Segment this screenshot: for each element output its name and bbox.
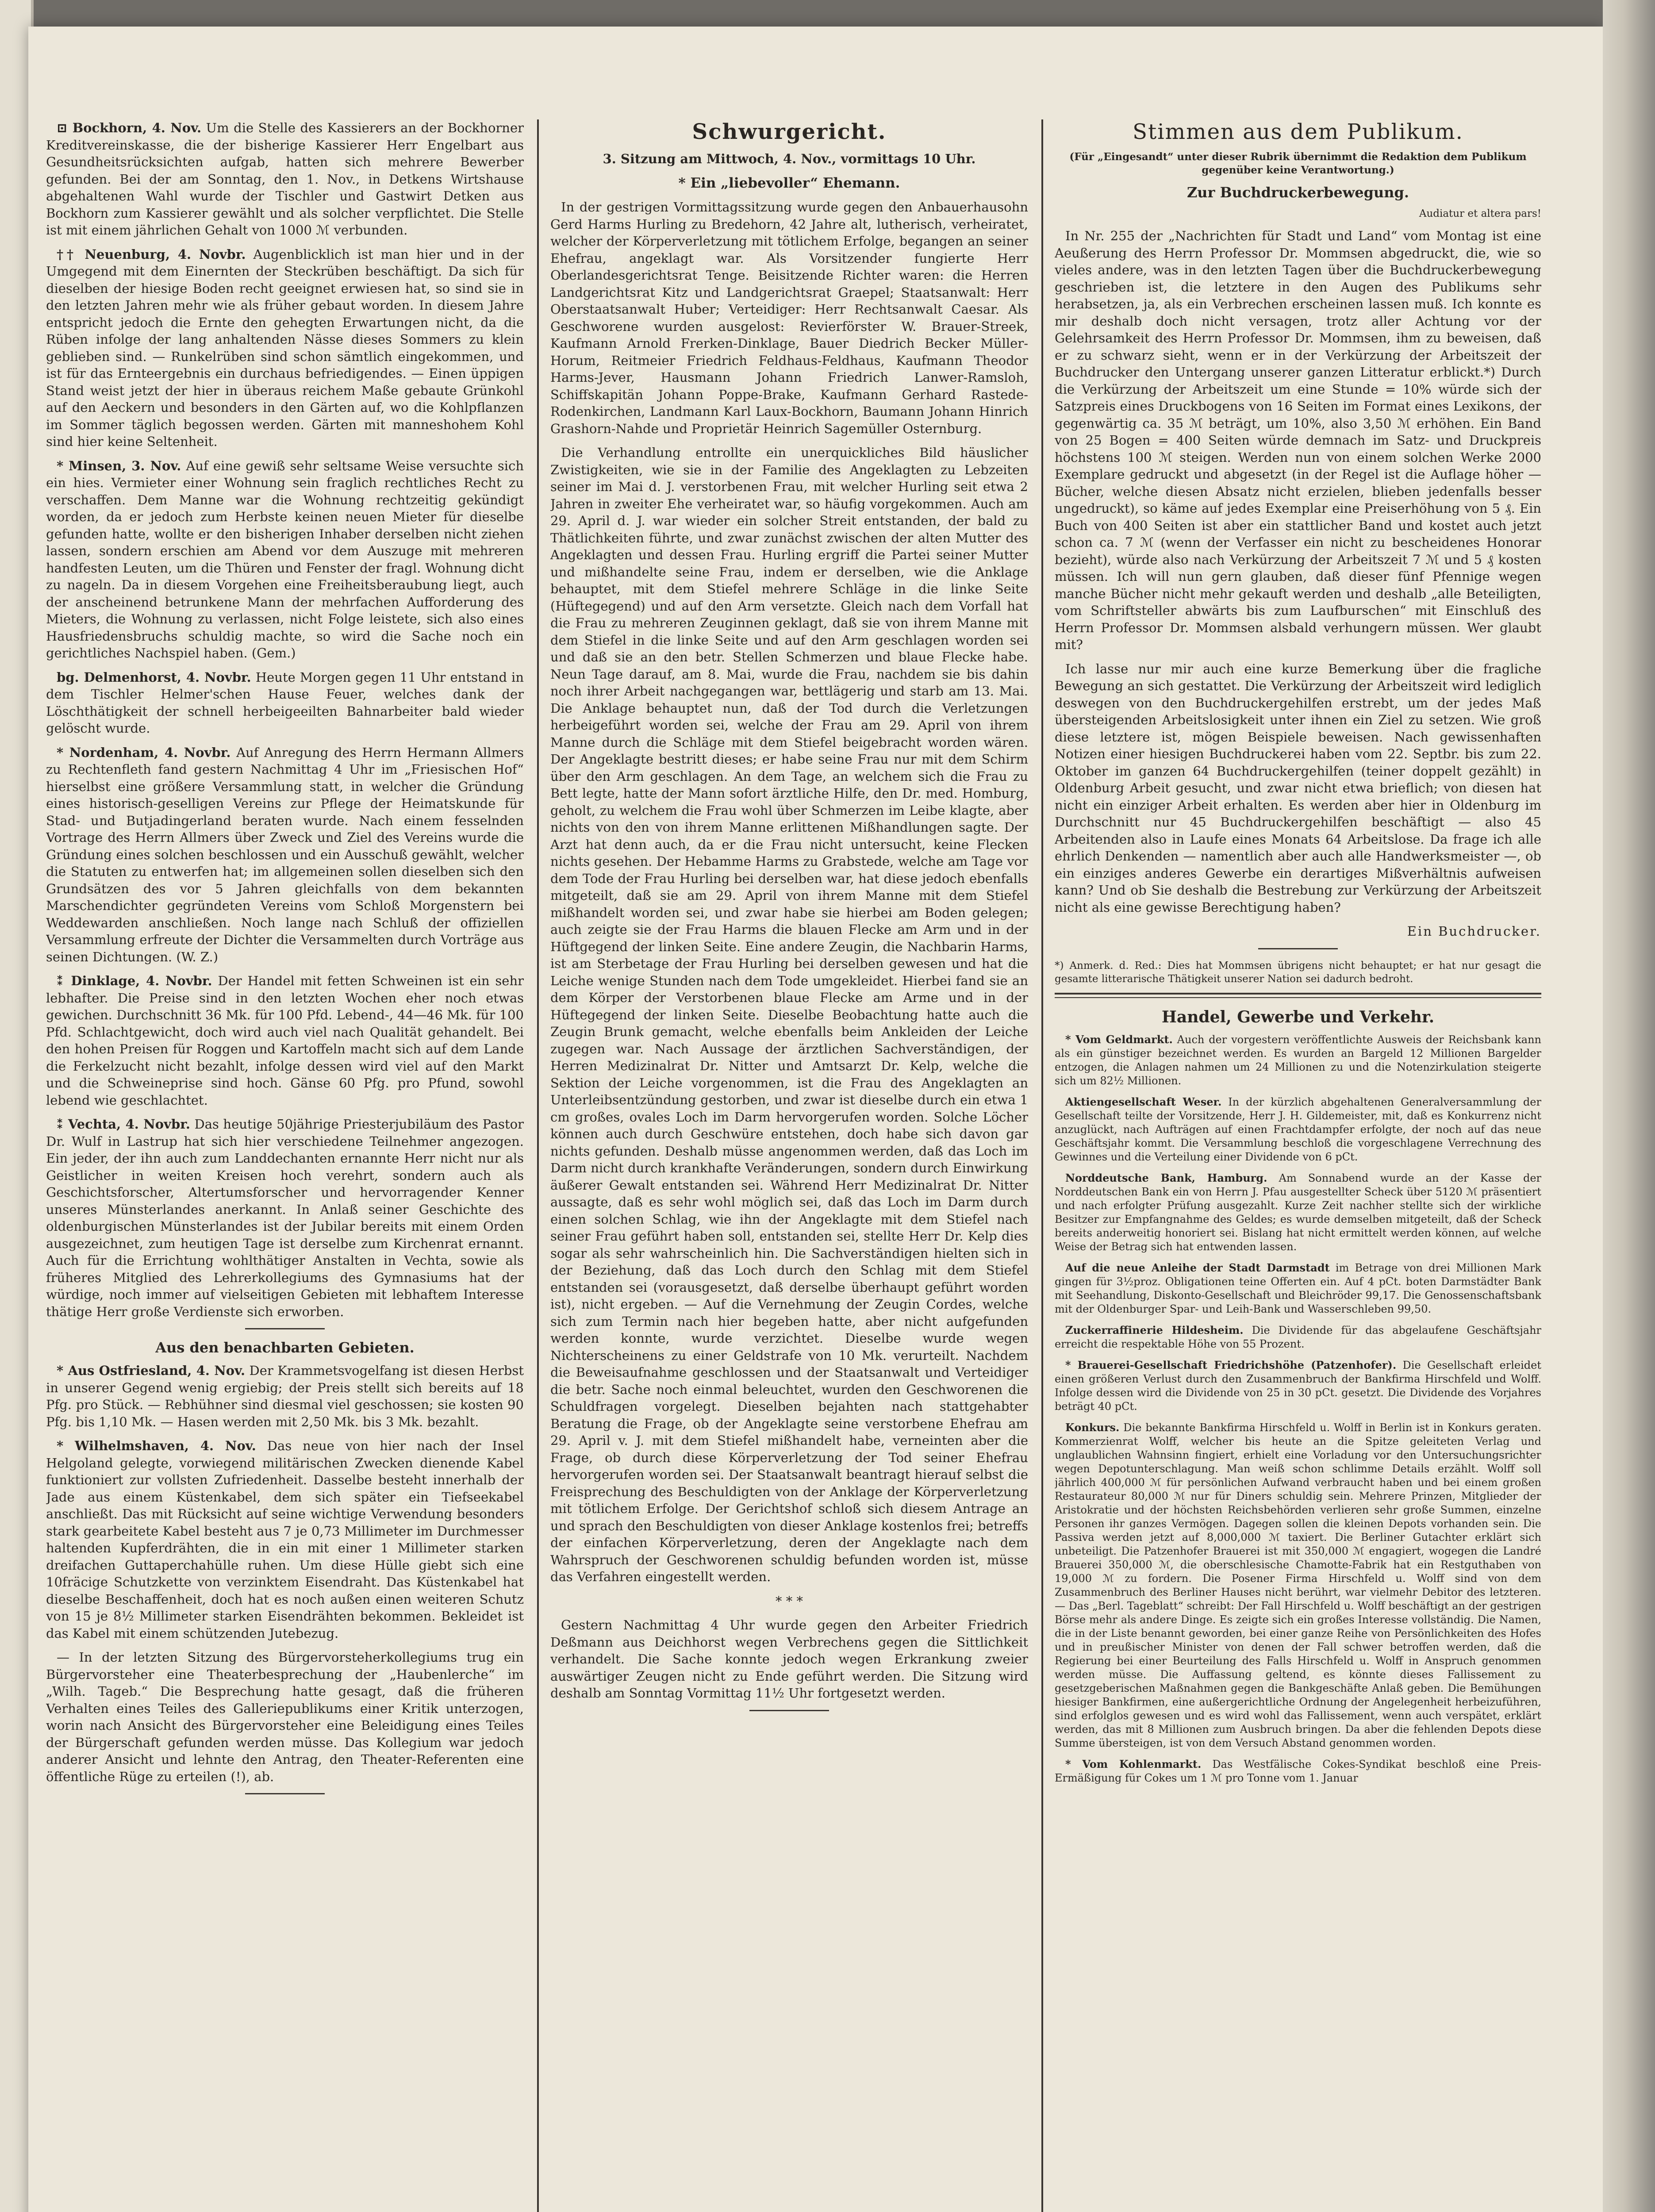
news-item xyxy=(1055,1171,1541,1254)
news-item xyxy=(46,246,524,450)
section-title-public: Stimmen aus dem Publikum. xyxy=(1133,119,1463,144)
news-item-text: — In der letzten Sitzung des Bürgervorsteherkollegiums trug ein Bürgervorsteher eine Theaterbesprechung der „Haubenlerche“ im „Wilh. Tageb.“ Die Besprechung hatte gesagt, daß die früheren Verhalten eines Teiles des Galleriepublikums einer Kritik unterzogen, worin nach Ansicht des Bürgervorsteher eine Beleidigung eines Teiles der Bürgerschaft gefunden werden müsse. Das Kollegium war jedoch anderer Ansicht und lehnte den Antrag, den Theater-Referenten eine öffentliche Rüge zu erteilen (!), ab. xyxy=(46,1650,524,1784)
separator xyxy=(245,1793,325,1794)
news-item-text: Die Dividende für das abgelaufene Geschäftsjahr erreicht die respektable Höhe von 55 Prozent. xyxy=(1055,1324,1541,1350)
signature: Ein Buchdrucker. xyxy=(1407,924,1541,939)
news-item-text: Die Gesellschaft erleidet einen größeren Verlust durch den Zusammenbruch der Bankfirma Hirschfeld und Wolff. Infolge dessen wird die Dividende von 25 in 30 pCt. gesetzt. Die Dividende des Vorjahres beträgt 40 pCt. xyxy=(1055,1359,1541,1413)
court-paragraph: Die Verhandlung entrollte ein unerquickliches Bild häuslicher Zwistigkeiten, wie sie in der Familie des Angeklagten zu Lebzeiten seiner im Mai d. J. verstorbenen Frau, mit welcher Hurling seit etwa 2 Jahren in zweiter Ehe verheiratet war, so häufig vorgekommen. Auch am 29. April d. J. war wieder ein solcher Streit entstanden, der bald zu Thätlichkeiten führte, und zwar zunächst zwischen der alten Mutter des Angeklagten und dessen Frau. Hurling ergriff die Partei seiner Mutter und mißhandelte seine Frau, indem er derselben, wie die Anklage behauptet, mit dem Stiefel mehrere Schläge in die linke Seite (Hüftegegend) und auf den Arm versetzte. Gleich nach dem Vorfall hat die Frau zu mehreren Zeuginnen geklagt, daß sie von ihrem Manne mit dem Stiefel in die linke Seite und auf den Arm geschlagen worden sei und daß sie an den betr. Stellen Schmerzen und blaue Flecke habe. Neun Tage darauf, am 8. Mai, wurde die Frau, nachdem sie bis dahin noch ihrer Arbeit nachgegangen war, bettlägerig und starb am 13. Mai. Die Anklage behauptet nun, daß der Tod durch die Verletzungen herbeigeführt worden sei, welche der Frau am 29. April von ihrem Manne durch die Schläge mit dem Stiefel beigebracht worden wären. Der Angeklagte bestritt dieses; er habe seine Frau nur mit dem Schirm über den Arm geschlagen. An dem Tage, an welchem sich die Frau zu Bett legte, hatte der Mann sofort ärztliche Hilfe, den Dr. med. Homburg, geholt, zu welchem die Frau wohl über Schmerzen im Leibe klagte, aber nichts von den von ihrem Manne erlittenen Mißhandlungen sagte. Der Arzt hat denn auch, da er die Frau nicht untersucht, keine Flecken nichts gesehen. Der Hebamme Harms zu Grabstede, welche am Tage vor dem Tode der Frau Hurling bei derselben war, hat diese jedoch ebenfalls mitgeteilt, daß sie am 29. April von ihrem Manne mit dem Stiefel mißhandelt worden sei, und zwar habe sie hierbei am Boden gelegen; auch zeigte sie der Frau Harms die blauen Flecke am Arm und in der Hüftgegend der linken Seite. Eine andere Zeugin, die Nachbarin Harms, ist am Sterbetage der Frau Hurling bei derselben gewesen und hat die Leiche wenige Stunden nach dem Tode umgekleidet. Hierbei fand sie an dem Körper der Verstorbenen blaue Flecke am Arme und in der Hüftegegend der linken Seite. Dieselbe Beobachtung hatte auch die Zeugin Brunk gemacht, welche ebenfalls beim Ankleiden der Leiche zugegen war. Nach Aussage der ärztlichen Sachverständigen, der Herren Medizinalrat Dr. Nitter und Amtsarzt Dr. Kelp, welche die Sektion der Leiche vorgenommen, ist die Frau des Angeklagten an Unterleibsentzündung gestorben, und zwar ist dieselbe durch ein etwa 1 cm großes, ovales Loch im Darm hervorgerufen worden. Solche Löcher können auch durch Geschwüre entstehen, doch habe sich davon gar nichts gefunden. Deshalb müsse angenommen werden, daß das Loch im Darm nicht durch krankhafte Veränderungen, sondern durch Einwirkung äußerer Gewalt entstanden sei. Während Herr Medizinalrat Dr. Nitter aussagte, daß es sehr wohl möglich sei, daß das Loch im Darm durch einen solchen Schlag, wie ihn der Angeklagte mit dem Stiefel nach seiner Frau geführt haben soll, entstanden sei, stellte Herr Dr. Kelp dies sogar als sehr wahrscheinlich hin. Die Sachverständigen hielten sich in der Beziehung, daß das Loch durch den Schlag mit dem Stiefel entstanden sei (vorausgesetzt, daß derselbe überhaupt geführt worden ist), nicht ergeben. — Auf die Vernehmung der Zeugin Cordes, welche sich zum Termin nach hier begeben hatte, aber nicht aufgefunden werden konnte, wurde verzichtet. Dieselbe wurde wegen Nichterscheinens zu einer Geldstrafe von 10 Mk. verurteilt. Nachdem die Beweisaufnahme geschlossen und der Staatsanwalt und Verteidiger die betr. Sache noch einmal beleuchtet, wurden den Geschworenen die Schuldfragen vorgelegt. Dieselben bejahten nach stattgehabter Beratung die Frage, ob der Angeklagte seine verstorbene Ehefrau am 29. April v. J. mit dem Stiefel mißhandelt habe, verneinten aber die Frage, ob durch diese Körperverletzung der Tod seiner Ehefrau hervorgerufen worden sei. Der Staatsanwalt beantragt hierauf selbst die Freisprechung des Beschuldigten von der Anklage der Körperverletzung mit tötlichem Erfolge. Der Gerichtshof schloß sich diesem Antrage an und sprach den Beschuldigten von dieser Anklage kostenlos frei; betreffs der einfachen Körperverletzung, deren der Angeklagte nach dem Wahrspruch der Geschworenen schuldig befunden worden ist, müsse das Verfahren eingestellt werden. xyxy=(550,445,1028,1584)
news-item xyxy=(46,1362,524,1430)
news-item-dateline: Auf die neue Anleihe der Stadt Darmstadt xyxy=(1065,1261,1330,1274)
section-title-court: Schwurgericht. xyxy=(692,119,887,144)
subsection-title: Zur Buchdruckerbewegung. xyxy=(1187,184,1409,201)
news-item xyxy=(1055,1421,1541,1750)
news-item-dateline: * Vom Kohlenmarkt. xyxy=(1065,1757,1202,1770)
news-item-text: Auf Anregung des Herrn Hermann Allmers zu Rechtenfleth fand gestern Nachmittag 4 Uhr im „Friesischen Hof“ hierselbst eine größere Versammlung statt, in welcher die Gründung eines historisch-geselligen Vereins zur Pflege der Heimatskunde für Stad- und Butjadingerland beraten wurde. Nach einem fesselnden Vortrage des Herrn Allmers über Zweck und Ziel des Vereins wurde die Gründung eines solchen beschlossen und ein Ausschuß gewählt, welcher die Statuten zu entwerfen hat; im allgemeinen sollen dieselben sich den Grundsätzen des vor 5 Jahren gleichfalls von dem bekannten Marschendichter gegründeten Vereins vom Schloß Morgenstern bei Weddewarden anschließen. Noch lange nach Schluß der offiziellen Versammlung erfreute der Dichter die Versammelten durch Vorträge aus seinen Dichtungen. (W. Z.) xyxy=(46,745,524,964)
double-rule xyxy=(1055,993,1541,998)
news-item-dateline: ⁑ Vechta, 4. Novbr. xyxy=(57,1117,190,1132)
news-item-text: Die bekannte Bankfirma Hirschfeld u. Wolff in Berlin ist in Konkurs geraten. Kommerzienrat Wolff, welcher bis heute an die Spitze geleiteten Verlag und unglaublichen Wahnsinn fingiert, erhielt eine Vorladung vor den Untersuchungsrichter wegen Depotunterschlagung. Man weiß schon schlimme Details erzählt. Wolff soll jährlich 400,000 ℳ für persönlichen Aufwand verbraucht haben und bei einem großen Restaurateur 80,000 ℳ nur für Diners schuldig sein. Mehrere Prinzen, Mitglieder der Aristokratie und der höchsten Reichsbehörden verlieren sehr große Summen, einzelne Personen ihr ganzes Vermögen. Dagegen sollen die kleinen Depots vorhanden sein. Die Passiva werden jetzt auf 8,000,000 ℳ taxiert. Die Berliner Gutachter erklärt sich unbeteiligt. Die Patzenhofer Brauerei ist mit 350,000 ℳ engagiert, wogegen die Landré Brauerei 350,000 ℳ, die oberschlesische Chamotte-Fabrik hat ein Restguthaben von 19,000 ℳ zu fordern. Die Posener Firma Hirschfeld u. Wolff sind von dem Zusammenbruch des Berliner Hauses nicht berührt, war vielmehr Debitor des letzteren. — Das „Berl. Tageblatt“ schreibt: Der Fall Hirschfeld u. Wolff beschäftigt an der gestrigen Börse mehr als andere Dinge. Es zeigte sich ein großes Interesse vollständig. Die Namen, die in der Liste benannt geworden, bei einer ganze Reihe von Persönlichkeiten des Hofes und in preußischer Minister von denen der Fall schwer betroffen werden, daß die Regierung bei einer Beurteilung des Falls Hirschfeld u. Wolff in Anspruch genommen werden müsse. Die Auffassung geltend, es könnte dieses Fallissement zu gesetzgeberischen Maßnahmen gegen die Bankgeschäfte Anlaß geben. Die Bemühungen hiesiger Bankfirmen, eine außergerichtliche Ordnung der Angelegenheit herbeizuführen, sind erfolglos gewesen und es wird wohl das Fallissement, wenn auch verspätet, erklärt werden, das mit 8 Millionen zum Ausbruch bringen. Da aber die fehlenden Depots diese Summe übersteigen, ist von dem Versuch Abstand genommen worden. xyxy=(1055,1421,1541,1749)
letter-paragraph: In Nr. 255 der „Nachrichten für Stadt und Land“ vom Montag ist eine Aeußerung des Herrn Professor Dr. Mommsen abgedruckt, die, wie so vieles andere, was in den letzten Tagen über die Buchdruckerbewegung geschrieben ist, die letztere in den Augen des Publikums sehr herabsetzen, ja, als ein Verbrechen erscheinen lassen muß. Ich konnte es mir deshalb doch nicht versagen, trotz aller Achtung vor der Gelehrsamkeit des Herrn Professor Dr. Mommsen, ihm zu beweisen, daß er zu schwarz sieht, wenn er in der Verkürzung der Arbeitszeit der Buchdrucker den Untergang unserer ganzen Litteratur erblickt.*) Durch die Verkürzung der Arbeitszeit um eine Stunde = 10% würde sich der Satzpreis eines Druckbogens von 16 Seiten im Format eines Lexikons, der gegenwärtig ca. 35 ℳ beträgt, um 10%, also 3,50 ℳ erhöhen. Ein Band von 25 Bogen = 400 Seiten würde demnach im Satz- und Druckpreis höchstens 100 ℳ steigen. Werden nun von einem solchen Werke 2000 Exemplare gedruckt und abgesetzt (in der Regel ist die Auflage höher — Bücher, welche diesen Absatz nicht erzielen, blieben jedenfalls besser ungedruckt), so käme auf jedes Exemplar eine Preiserhöhung von 5 ₰. Ein Buch von 400 Seiten ist aber ein stattlicher Band und kostet auch jetzt schon ca. 7 ℳ (wenn der Verfasser ein nicht zu bescheidenes Honorar bezieht), würde also nach Verkürzung der Arbeitszeit 7 ℳ und 5 ₰ kosten müssen. Ich will nun gern glauben, daß dieser fünf Pfennige wegen manche Bücher nicht mehr gekauft werden und deshalb „alle Beteiligten, vom Schriftsteller abwärts bis zum Laufburschen“ mit Einschluß des Herrn Professor Dr. Mommsen alsbald verhungern müssen. Wer glaubt mit? xyxy=(1055,228,1541,652)
column-local-news xyxy=(46,119,524,2212)
news-item-text: Der Handel mit fetten Schweinen ist ein sehr lebhafter. Die Preise sind in den letzten Wochen eher noch etwas gewichen. Durchschnitt 36 Mk. für 100 Pfd. Lebend-, 44—46 Mk. für 100 Pfd. Schlachtgewicht, doch wird auch viel nach Qualität gehandelt. Bei den hohen Preisen für Roggen und Kartoffeln macht sich auf dem Lande die Ferkelzucht nicht bezahlt, infolge dessen wird viel auf den Markt und die Schweineprise sind hoch. Gänse 60 Pfg. pro Pfund, sowohl lebend wie geschlachtet. xyxy=(46,973,524,1108)
news-item-text: Augenblicklich ist man hier und in der Umgegend mit dem Einernten der Steckrüben beschäftigt. Da sich für dieselben der hiesige Boden recht geeignet erwiesen hat, so sind sie in den letzten Jahren mehr wie als früher gebaut worden. In diesem Jahre entspricht jedoch die Ernte den gehegten Erwartungen nicht, da die Rüben infolge der lang anhaltenden Nässe dieses Sommers zu klein geblieben sind. — Runkelrüben sind schon sämtlich eingekommen, und ist für das Ernteergebnis ein durchaus befriedigendes. — Einen üppigen Stand weist jetzt der hier in überaus reichem Maße gebaute Grünkohl auf den Aeckern und besonders in den Gärten auf, wo die Kohlpflanzen im Sommer täglich begossen werden. Gärten mit manneshohem Kohl sind hier keine Seltenheit. xyxy=(46,246,524,449)
news-item xyxy=(1055,1757,1541,1785)
news-item-dateline: * Vom Geldmarkt. xyxy=(1065,1033,1173,1046)
news-item xyxy=(1055,1033,1541,1088)
news-item-text: Das neue von hier nach der Insel Helgoland gelegte, vorwiegend militärischen Zwecken dienende Kabel funktioniert zur vollsten Zufriedenheit. Dasselbe besteht innerhalb der Jade aus einem Küstenkabel, dem sich später ein Tiefseekabel anschließt. Das mit Rücksicht auf seine wichtige Verwendung besonders stark gearbeitete Kabel besteht aus 7 je 0,73 Millimeter im Durchmesser haltenden Kupferdrähten, die in ein mit einer 1 Millimeter starken dreifachen Guttaperchahülle ruhen. Um diese Hülle giebt sich eine 10fräcige Schutzkette von verzinktem Eisendraht. Das Küstenkabel hat dieselbe Beschaffenheit, doch hat es noch außen einen weiteren Schutz von 15 je 8½ Millimeter starken Eisendrähten bekommen. Bekleidet ist das Kabel mit einem schützenden Jutebezug. xyxy=(46,1438,524,1641)
news-item xyxy=(46,1437,524,1642)
court-paragraph: In der gestrigen Vormittagssitzung wurde gegen den Anbauerhausohn Gerd Harms Hurling zu Bredehorn, 42 Jahre alt, lutherisch, verheiratet, welcher der Körperverletzung mit tötlichem Erfolge, begangen an seiner Ehefrau, angeklagt war. Als Vorsitzender fungierte Herr Oberlandesgerichtsrat Tenge. Beisitzende Richter waren: die Herren Landgerichtsrat Kitz und Landgerichtsrat Graepel; Staatsanwalt: Herr Oberstaatsanwalt Huber; Verteidiger: Herr Rechtsanwalt Caesar. Als Geschworene wurden ausgelost: Revierförster W. Brauer-Streek, Kaufmann Arnold Frerken-Dinklage, Bauer Diedrich Becker Müller-Horum, Reitmeier Friedrich Feldhaus-Feldhaus, Kaufmann Theodor Harms-Jever, Hausmann Johann Friedrich Lanwer-Ramsloh, Schiffskapitän Johann Poppe-Brake, Kaufmann Gerhard Rastede-Rodenkirchen, Landmann Karl Laux-Bockhorn, Baumann Johann Hinrich Grashorn-Nahde und Proprietär Heinrich Sagemüller Osternburg. xyxy=(550,200,1028,436)
news-item-text: Heute Morgen gegen 11 Uhr entstand in dem Tischler Helmer'schen Hause Feuer, welches dank der Löschthätigkeit der schnell herbeigeeilten Bahnarbeiter bald wieder gelöscht wurde. xyxy=(46,669,524,736)
news-item xyxy=(46,744,524,966)
section-title-neighbors: Aus den benachbarten Gebieten. xyxy=(155,1339,415,1356)
news-item-dateline: Konkurs. xyxy=(1065,1421,1120,1434)
news-item-dateline: * Wilhelmshaven, 4. Nov. xyxy=(57,1438,256,1453)
news-item-text: im Betrage von drei Millionen Mark gingen für 3½proz. Obligationen teine Offerten ein. Auf 4 pCt. boten Darmstädter Bank mit Seehandlung, Diskonto-Gesellschaft und Bleichröder 99,17. Die Genossenschaftsbank mit der Oldenburger Spar- und Leih-Bank und Wasserschleben 99,50. xyxy=(1055,1261,1541,1315)
news-item xyxy=(46,119,524,239)
news-item xyxy=(46,669,524,737)
news-item-text: Der Krammetsvogelfang ist diesen Herbst in unserer Gegend wenig ergiebig; der Preis stellt sich bereits auf 18 Pfg. pro Stück. — Rebhühner sind diesmal viel geschossen; sie kosten 90 Pfg. bis 1,10 Mk. — Hasen werden mit 2,50 Mk. bis 3 Mk. bezahlt. xyxy=(46,1363,524,1429)
news-item xyxy=(46,972,524,1109)
newspaper-page xyxy=(28,27,1603,2212)
news-item-dateline: bg. Delmenhorst, 4. Novbr. xyxy=(57,669,251,685)
divider-stars: * * * xyxy=(776,1593,803,1609)
news-item xyxy=(1055,1358,1541,1413)
section-title-commerce: Handel, Gewerbe und Verkehr. xyxy=(1161,1007,1435,1026)
separator xyxy=(1258,948,1338,949)
news-item xyxy=(46,1649,524,1785)
news-item xyxy=(46,1116,524,1320)
session-line: 3. Sitzung am Mittwoch, 4. Nov., vormittags 10 Uhr. xyxy=(603,151,976,166)
news-item-dateline: * Brauerei-Gesellschaft Friedrichshöhe (Patzenhofer). xyxy=(1065,1358,1397,1371)
news-item-dateline: Norddeutsche Bank, Hamburg. xyxy=(1065,1171,1267,1184)
news-item-dateline: ⁑ Dinklage, 4. Novbr. xyxy=(57,973,212,988)
column-court xyxy=(550,119,1028,2212)
motto: Audiatur et altera pars! xyxy=(1419,208,1541,219)
news-item-dateline: ⊡ Bockhorn, 4. Nov. xyxy=(57,120,202,135)
news-item-text: Das heutige 50jährige Priesterjubiläum des Pastor Dr. Wulf in Lastrup hat sich hier verschiedene Teilnehmer angezogen. Ein jeder, der ihn auch zum Landdechanten ernannte Herr nicht nur als Geistlicher in weiten Kreisen hoch verehrt, sondern auch als Geschichtsforscher, Altertumsforscher und hervorragender Kenner unseres Münsterlandes anerkannt. In Anlaß seiner Geschichte des oldenburgischen Münsterlandes ist der Jubilar bereits mit einem Orden ausgezeichnet, zum heutigen Tage ist derselbe zum Kirchenrat ernannt. Auch für die Errichtung wohlthätiger Anstalten in Vechta, sowie als früheres Mitglied des Lehrerkollegiums des Gymnasiums hat der würdige, noch immer auf vielseitigen Gebieten mit lebhaftem Interesse thätige Herr große Verdienste sich erworben. xyxy=(46,1117,524,1319)
news-item xyxy=(1055,1095,1541,1164)
column-public xyxy=(1055,119,1541,2212)
news-item-dateline: †† Neuenburg, 4. Novbr. xyxy=(57,246,246,262)
news-item-text: Auch der vorgestern veröffentlichte Ausweis der Reichsbank kann als ein günstiger bezeichnet werden. Es wurden an Bargeld 12 Millionen Bargelder entzogen, die Anlagen nahmen um 24 Millionen zu und die Notenzirkulation steigerte sich um 82½ Millionen. xyxy=(1055,1033,1541,1087)
news-item-dateline: * Aus Ostfriesland, 4. Nov. xyxy=(57,1363,246,1378)
news-item-text: Um die Stelle des Kassierers an der Bockhorner Kreditvereinskasse, die der bisherige Kassierer Herr Engelbart aus Gesundheitsrücksichten aufgab, hatten sich mehrere Bewerber gefunden. Bei der am Sonntag, den 1. Nov., in Detkens Wirtshause abgehaltenen Wahl wurde der Tischler und Gastwirt Detken aus Bockhorn zum Kassierer gewählt und als solcher verpflichtet. Die Stelle ist mit einem jährlichen Gehalt von 1000 ℳ verbunden. xyxy=(46,120,524,238)
footnote: *) Anmerk. d. Red.: Dies hat Mommsen übrigens nicht behauptet; er hat nur gesagt die gesamte litterarische Thätigkeit unserer Nation sei dadurch bedroht. xyxy=(1055,960,1541,985)
court-closing: Gestern Nachmittag 4 Uhr wurde gegen den Arbeiter Friedrich Deßmann aus Deichhorst wegen Verbrechens gegen die Sittlichkeit verhandelt. Die Sache konnte jedoch wegen Erkrankung zweier auswärtiger Zeugen nicht zu Ende geführt werden. Die Sitzung wird deshalb am Sonntag Vormittag 11½ Uhr fortgesetzt werden. xyxy=(550,1617,1028,1701)
news-item-dateline: * Nordenham, 4. Novbr. xyxy=(57,745,231,760)
letter-paragraph: Ich lasse nur mir auch eine kurze Bemerkung über die fragliche Bewegung an sich gestattet. Die Verkürzung der Arbeitszeit wird lediglich deswegen von den Buchdruckergehilfen erstrebt, um der jedes Maß übersteigenden Arbeitslosigkeit unter ihnen ein Ziel zu setzen. Wie groß diese letztere ist, mögen Beispiele beweisen. Nach gewissenhaften Notizen einer hiesigen Buchdruckerei haben vom 22. Septbr. bis zum 22. Oktober im ganzen 64 Buchdruckergehilfen (teiner doppelt gezählt) in Oldenburg Arbeit gesucht, und zwar nicht etwa brieflich; von diesen hat nicht ein einziger Arbeit erhalten. Es werden aber hier in Oldenburg im Durchschnitt nur 45 Buchdruckergehilfen beschäftigt — also 45 Arbeitenden also in Laufe eines Monats 64 Arbeitslose. Da frage ich alle ehrlich Denkenden — namentlich aber auch alle Handwerksmeister —, ob ein einziges anderes Gewerbe ein derartiges Mißverhältnis aufweisen kann? Und ob Sie deshalb die Bestrebung zur Verkürzung der Arbeitszeit nicht als eine gewisse Berechtigung haben? xyxy=(1055,661,1541,915)
news-item xyxy=(1055,1323,1541,1351)
right-page-edge xyxy=(1603,0,1655,2212)
news-item-text: In der kürzlich abgehaltenen Generalversammlung der Gesellschaft teilte der Vorsitzende, Herr J. H. Gildemeister, mit, daß es Konkurrenz nicht anzuglückt, nach Aufträgen auf einen Frachtdampfer erfolgte, der noch auf das neue Geschäftsjahr kommt. Die Versammlung beschloß die vorgeschlagene Verrechnung des Gewinnes und die Verteilung einer Dividende von 6 pCt. xyxy=(1055,1095,1541,1163)
news-item-text: Auf eine gewiß sehr seltsame Weise versuchte sich ein hies. Vermieter einer Wohnung sein fraglich rechtliches Recht zu verschaffen. Dem Manne war die Wohnung rechtzeitig gekündigt worden, da er jedoch zum Herbste keinen neuen Mieter für dieselbe gefunden hatte, wollte er den bisherigen Inhaber derselben nicht ziehen lassen, sondern erschien am Abend vor dem Auszuge mit mehreren handfesten Leuten, um die Thüren und Fenster der fragl. Wohnung dicht zu nageln. Da in diesem Vorgehen eine Freiheitsberaubung liegt, auch der anscheinend betrunkene Mann der mehrfachen Aufforderung des Mieters, die Wohnung zu verlassen, nicht Folge leistete, sich also eines Hausfriedensbruchs schuldig machte, so wird die Sache noch ein gerichtliches Nachspiel haben. (Gem.) xyxy=(46,458,524,661)
case-title: * Ein „liebevoller“ Ehemann. xyxy=(678,175,900,191)
disclaimer: (Für „Eingesandt“ unter dieser Rubrik übernimmt die Redaktion dem Publikum gegenüber keine Verantwortung.) xyxy=(1069,151,1527,176)
news-item xyxy=(46,457,524,662)
separator xyxy=(245,1328,325,1329)
news-item-dateline: Aktiengesellschaft Weser. xyxy=(1065,1095,1222,1108)
news-item xyxy=(1055,1261,1541,1316)
news-item-dateline: * Minsen, 3. Nov. xyxy=(57,458,181,473)
news-item-dateline: Zuckerraffinerie Hildesheim. xyxy=(1065,1323,1244,1336)
news-item-text: Am Sonnabend wurde an der Kasse der Norddeutschen Bank ein von Herrn J. Pfau ausgestellter Scheck über 5120 ℳ präsentiert und nach erfolgter Prüfung ausgezahlt. Kurze Zeit nachher stellte sich der wirkliche Besitzer zur Empfangnahme des Geldes; es wurde demselben mitgeteilt, daß der Scheck bereits anderweitig honoriert sei. Bislang hat nicht ermittelt werden können, auf welche Weise der Betrag sich hat entwenden lassen. xyxy=(1055,1171,1541,1253)
separator xyxy=(749,1710,829,1711)
news-item-text: Das Westfälische Cokes-Syndikat beschloß eine Preis-Ermäßigung für Cokes um 1 ℳ pro Tonne vom 1. Januar xyxy=(1055,1758,1541,1784)
